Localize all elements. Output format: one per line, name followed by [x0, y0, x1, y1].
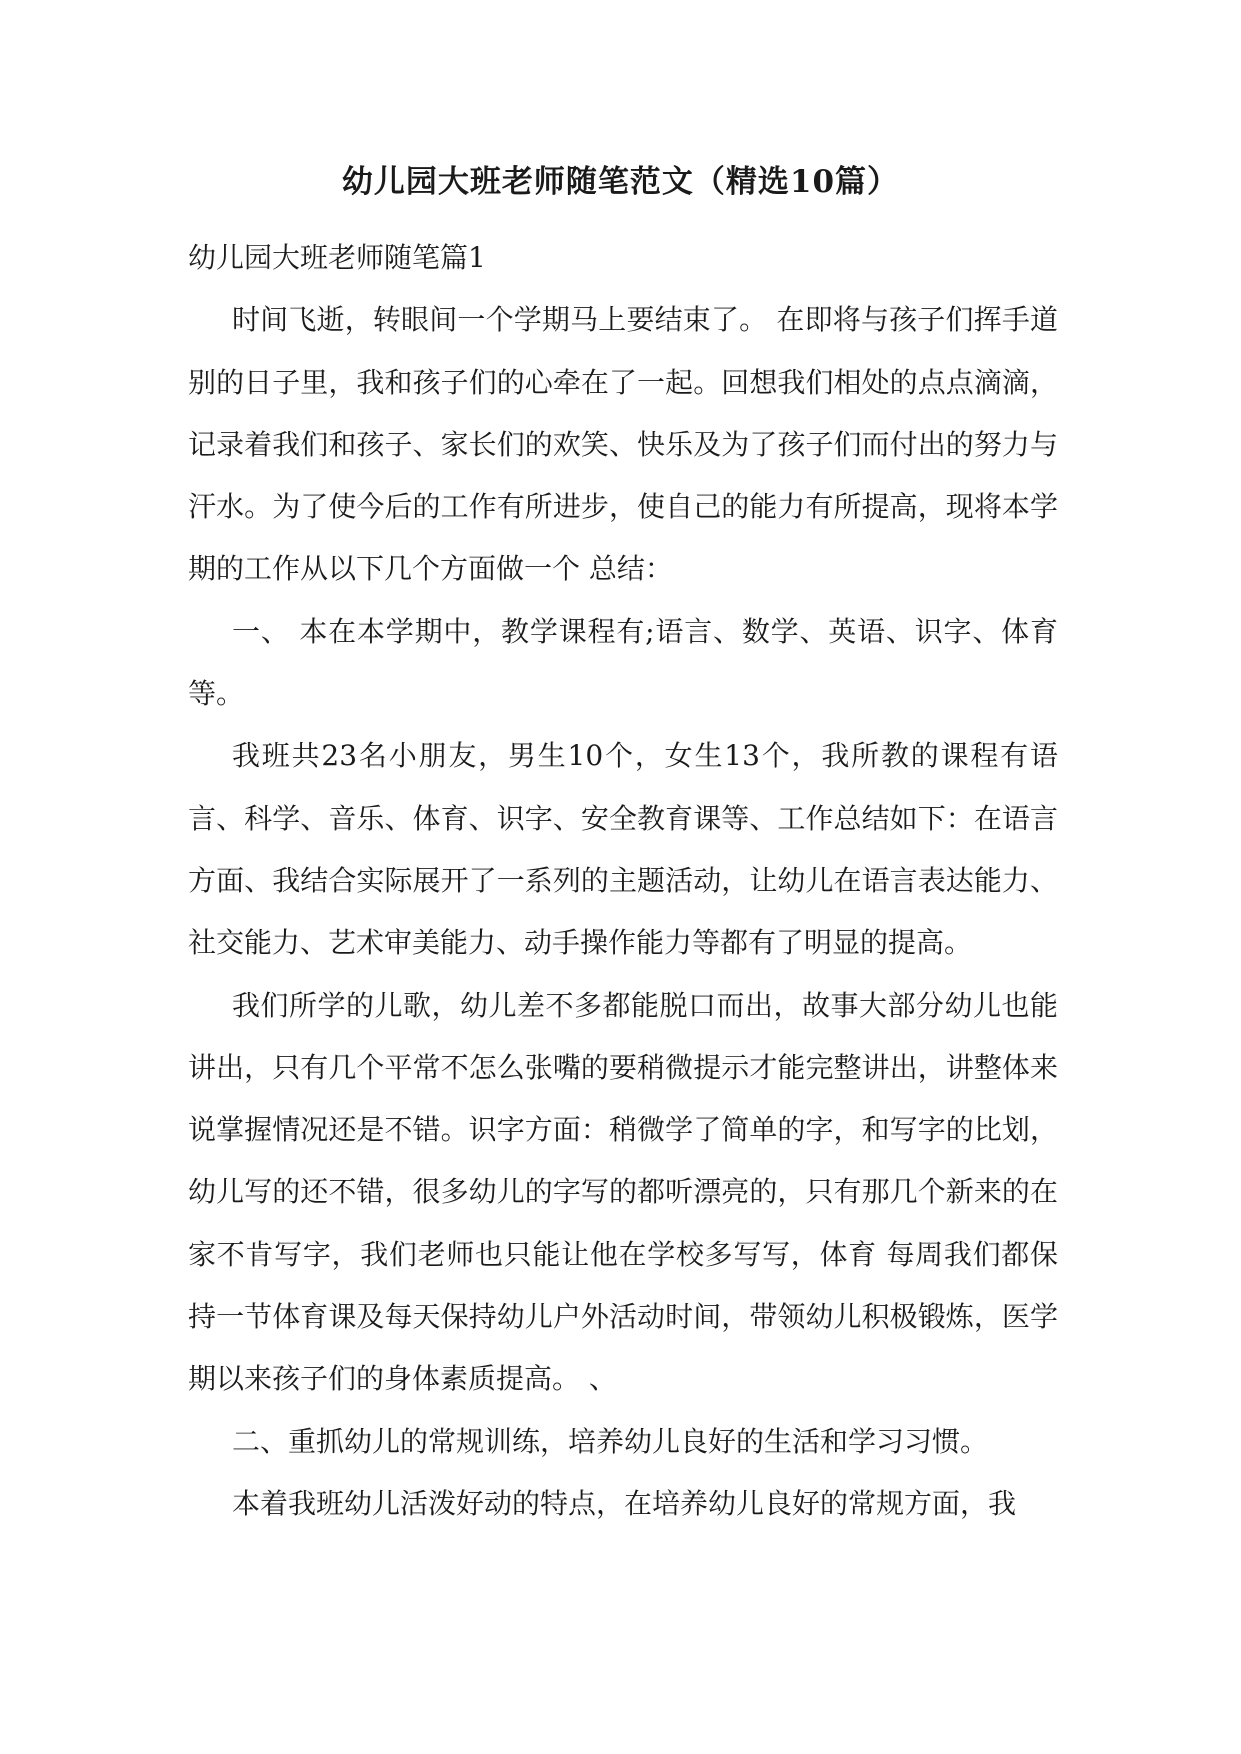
document-title: 幼儿园大班老师随笔范文（精选10篇） [341, 164, 900, 200]
paragraph-3: 我班共23名小朋友，男生10个，女生13个，我所教的课程有语言、科学、音乐、体育、识字、安全教育课等、工作总结如下：在语言方面、我结合实际展开了一系列的主题活动，让幼儿在语言表达能力、社交能力、艺术审美能力、动手操作能力等都有了明显的提高。 [188, 739, 1058, 960]
document-body [188, 227, 1058, 1535]
paragraph-1: 时间飞逝，转眼间一个学期马上要结束了。 在即将与孩子们挥手道别的日子里，我和孩子们的心牵在了一起。回想我们相处的点点滴滴，记录着我们和孩子、家长们的欢笑、快乐及为了孩子们而付出的努力与汗水。为了使今后的工作有所进步，使自己的能力有所提高，现将本学期的工作从以下几个方面做一个 总结： [188, 303, 1058, 586]
paragraph-5: 二、重抓幼儿的常规训练，培养幼儿良好的生活和学习习惯。 [232, 1424, 989, 1458]
paragraph-6: 本着我班幼儿活泼好动的特点，在培养幼儿良好的常规方面，我 [232, 1486, 1017, 1520]
section-heading: 幼儿园大班老师随笔篇1 [188, 241, 486, 274]
paragraph-4: 我们所学的儿歌，幼儿差不多都能脱口而出，故事大部分幼儿也能讲出，只有几个平常不怎么张嘴的要稍微提示才能完整讲出，讲整体来说掌握情况还是不错。识字方面：稍微学了简单的字，和写字的比划，幼儿写的还不错，很多幼儿的字写的都听漂亮的，只有那几个新来的在家不肯写字，我们老师也只能让他在学校多写写，体育 每周我们都保持一节体育课及每天保持幼儿户外活动时间，带领幼儿积极锻炼，医学期以来孩子们的身体素质提高。 、 [188, 988, 1058, 1396]
paragraph-2: 一、 本在本学期中，教学课程有;语言、数学、英语、识字、体育等。 [188, 614, 1058, 711]
